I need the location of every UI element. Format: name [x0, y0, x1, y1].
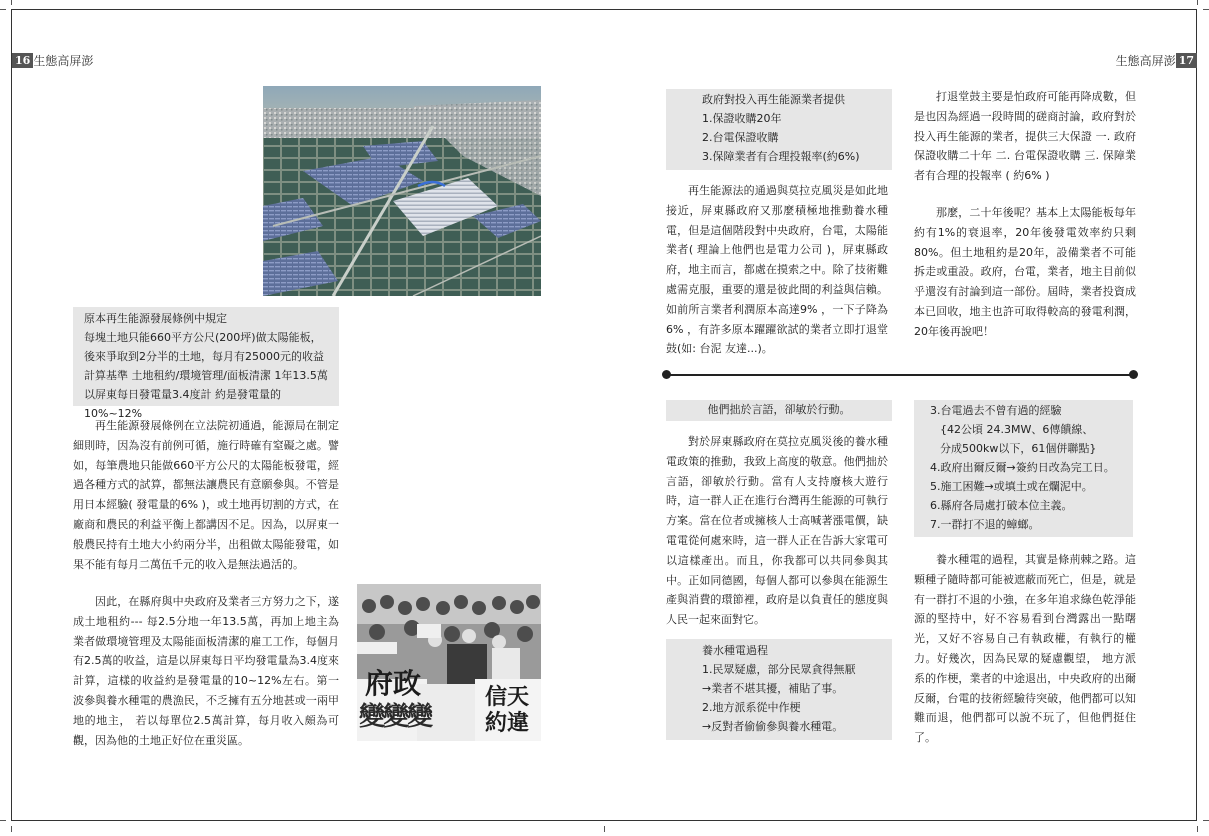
process-line: 2.地方派系從中作梗 [702, 701, 801, 714]
quote-box [666, 400, 892, 421]
crop-mark [1203, 9, 1209, 10]
regulation-box [73, 307, 339, 420]
quote-text: 他們拙於言語，卻敏於行動。 [707, 403, 851, 416]
right-paragraph-c [666, 432, 888, 630]
process-line: →業者不堪其擾，補貼了事。 [702, 682, 844, 695]
crop-mark [1203, 820, 1209, 821]
regulation-line: 以屏東每日發電量3.4度計 約是發電量的10%~12% [84, 388, 281, 420]
crop-mark [11, 826, 12, 832]
left-page-number: 16 [12, 53, 33, 68]
right-paragraph-a [666, 181, 888, 359]
right-paragraph-b2 [914, 203, 1136, 342]
crop-mark [1197, 0, 1198, 5]
aerial-solar-farm-photo [263, 86, 541, 296]
experience-line: 4.政府出爾反爾→簽約日改為完工日。 [930, 461, 1115, 474]
right-paragraph-d [914, 550, 1136, 748]
crop-mark [0, 9, 6, 10]
section-divider [666, 374, 1133, 376]
divider-dot-left [662, 370, 671, 379]
right-paragraph-d-text: 養水種電的過程，其實是條荊棘之路。這顆種子隨時都可能被遮蔽而死亡，但是，就是有一群打不退的小強，在多年追求綠色乾淨能源的堅持中，好不容易看到台灣露出一點曙光，又好不容易自己有執政權，有執行的權力。好幾次，因為民眾的疑慮觀望， 地方派系的作梗，業者的中途退出，中央政府的出爾反爾，台電的技術經驗待突破，他們都可以知難而退，他們都可以說不玩了，但他們挺住了。 [914, 553, 1136, 745]
protest-crowd-photo [357, 584, 541, 741]
crop-mark [11, 0, 12, 5]
left-paragraph-1 [73, 416, 339, 574]
experience-line: 分成500kw以下，61個併聯點} [940, 442, 1097, 455]
protest-sign-3: 信天 [485, 684, 530, 710]
left-paragraph-2-text: 因此，在縣府與中央政府及業者三方努力之下，遂成土地租約--- 每2.5分地一年13.5萬，再加上地主為業者做環境管理及太陽能面板清潔的雇工工作，每個月有2.5萬的收益，這是以屏東每日平均發電量為3.4度來計算，這樣的收益約是發電量的10~12%左右。第一波參與養水種電的農漁民，不乏擁有五分地甚或一兩甲地的地主， 若以每單位2.5萬計算，每月收入頗為可觀，因為他的土地正好位在重災區。 [73, 595, 339, 747]
experience-line: 7.一群打不退的蟑螂。 [930, 518, 1040, 531]
right-page-number: 17 [1176, 53, 1197, 68]
right-page-header [1116, 52, 1197, 68]
crop-mark [0, 820, 6, 821]
process-box [666, 639, 892, 740]
experience-box [914, 400, 1133, 537]
right-paragraph-b2-text: 那麼，二十年後呢？基本上太陽能板每年約有1%的衰退率，20年後發電效率約只剩80%。但土地租約是20年，設備業者不可能拆走或重設。政府，台電，業者，地主目前似乎還沒有討論到這一部份。屆時，業者投資成本已回收，地主也許可取得較高的發電利潤，20年後再說吧！ [914, 206, 1136, 338]
experience-line: 5.施工困難→或填土或在爛泥中。 [930, 480, 1093, 493]
experience-line: 6.縣府各局處打破本位主義。 [930, 499, 1073, 512]
protest-sign-1: 府政 [365, 667, 422, 700]
guarantee-line: 3.保障業者有合理投報率(約6%) [702, 150, 860, 163]
right-paragraph-b1 [914, 87, 1136, 186]
right-paragraph-c-text: 對於屏東縣政府在莫拉克風災後的養水種電政策的推動，我致上高度的敬意。他們拙於言語，卻敏於行動。當有人支持廢核大遊行時，這一群人正在進行台灣再生能源的可執行方案。當在位者或擁核人士高喊著漲電價，缺電電從何處來時，這一群人正在告訴大家電可以這樣產出。而且，你我都可以共同參與其中。正如同德國，每個人都可以參與在能源生產與消費的環節裡，政府是以負責任的態度與人民一起來面對它。 [666, 435, 888, 627]
protest-sign-2: 變變變 [359, 702, 432, 732]
right-running-title: 生態高屏澎 [1115, 53, 1176, 68]
regulation-line: 後來爭取到2分半的土地，每月有25000元的收益 [84, 350, 324, 363]
guarantee-line: 1.保證收購20年 [702, 112, 782, 125]
crop-mark [604, 826, 605, 832]
right-paragraph-a-text: 再生能源法的通過與莫拉克風災是如此地接近，屏東縣政府又那麼積極地推動養水種電，但是這個階段對中央政府，台電，太陽能業者( 理論上他們也是電力公司 )，屏東縣政府，地主而言，都處在摸索之中。除了技術難處需克服，重要的還是彼此間的利益與信賴。如前所言業者利潤原本高達9% ，一下子降為6% ，有許多原本躍躍欲試的業者立即打退堂鼓(如: 台泥 友達...)。 [666, 184, 888, 356]
protest-sign-4: 約違 [485, 710, 530, 736]
regulation-line: 每塊土地只能660平方公尺(200坪)做太陽能板， [84, 331, 322, 344]
regulation-line: 原本再生能源發展條例中規定 [84, 312, 227, 325]
process-line: 養水種電過程 [702, 644, 768, 657]
crop-mark [1197, 826, 1198, 832]
process-line: →反對者偷偷參與養水種電。 [702, 720, 844, 733]
government-guarantee-box [666, 89, 892, 170]
left-page-header [12, 52, 93, 68]
regulation-line: 計算基準 土地租約/環境管理/面板清潔 1年13.5萬 [84, 369, 328, 382]
experience-line: 3.台電過去不曾有過的經驗 [930, 404, 1062, 417]
process-line: 1.民眾疑慮，部分民眾貪得無厭 [702, 663, 856, 676]
right-paragraph-b1-text: 打退堂鼓主要是怕政府可能再降成數，但是也因為經過一段時間的磋商討論，政府對於投入再生能源的業者，提供三大保證 一. 政府保證收購二十年 二. 台電保證收購 三. 保障業者有合理的投報率 ( 約6% ) [914, 90, 1136, 183]
left-paragraph-2 [73, 592, 339, 750]
left-running-title: 生態高屏澎 [33, 53, 94, 68]
guarantee-line: 政府對投入再生能源業者提供 [702, 93, 845, 106]
experience-line: {42公頃 24.3MW、6傳饋線、 [940, 423, 1094, 436]
divider-dot-right [1129, 370, 1138, 379]
aerial-photo-image [263, 86, 541, 296]
left-paragraph-1-text: 再生能源發展條例在立法院初通過，能源局在制定細則時，因為沒有前例可循，施行時確有窒礙之處。譬如，每筆農地只能做660平方公尺的太陽能板發電，經過各種方式的試算，都無法讓農民有意願參與。不管是用日本經驗( 發電量的6% )，或土地再切割的方式，在廠商和農民的利益平衡上都講因不足。因為，以屏東一般農民持有土地大小約兩分半，出租做太陽能發電，如果不能有每月二萬伍千元的收入是無法過活的。 [73, 419, 339, 571]
guarantee-line: 2.台電保證收購 [702, 131, 779, 144]
